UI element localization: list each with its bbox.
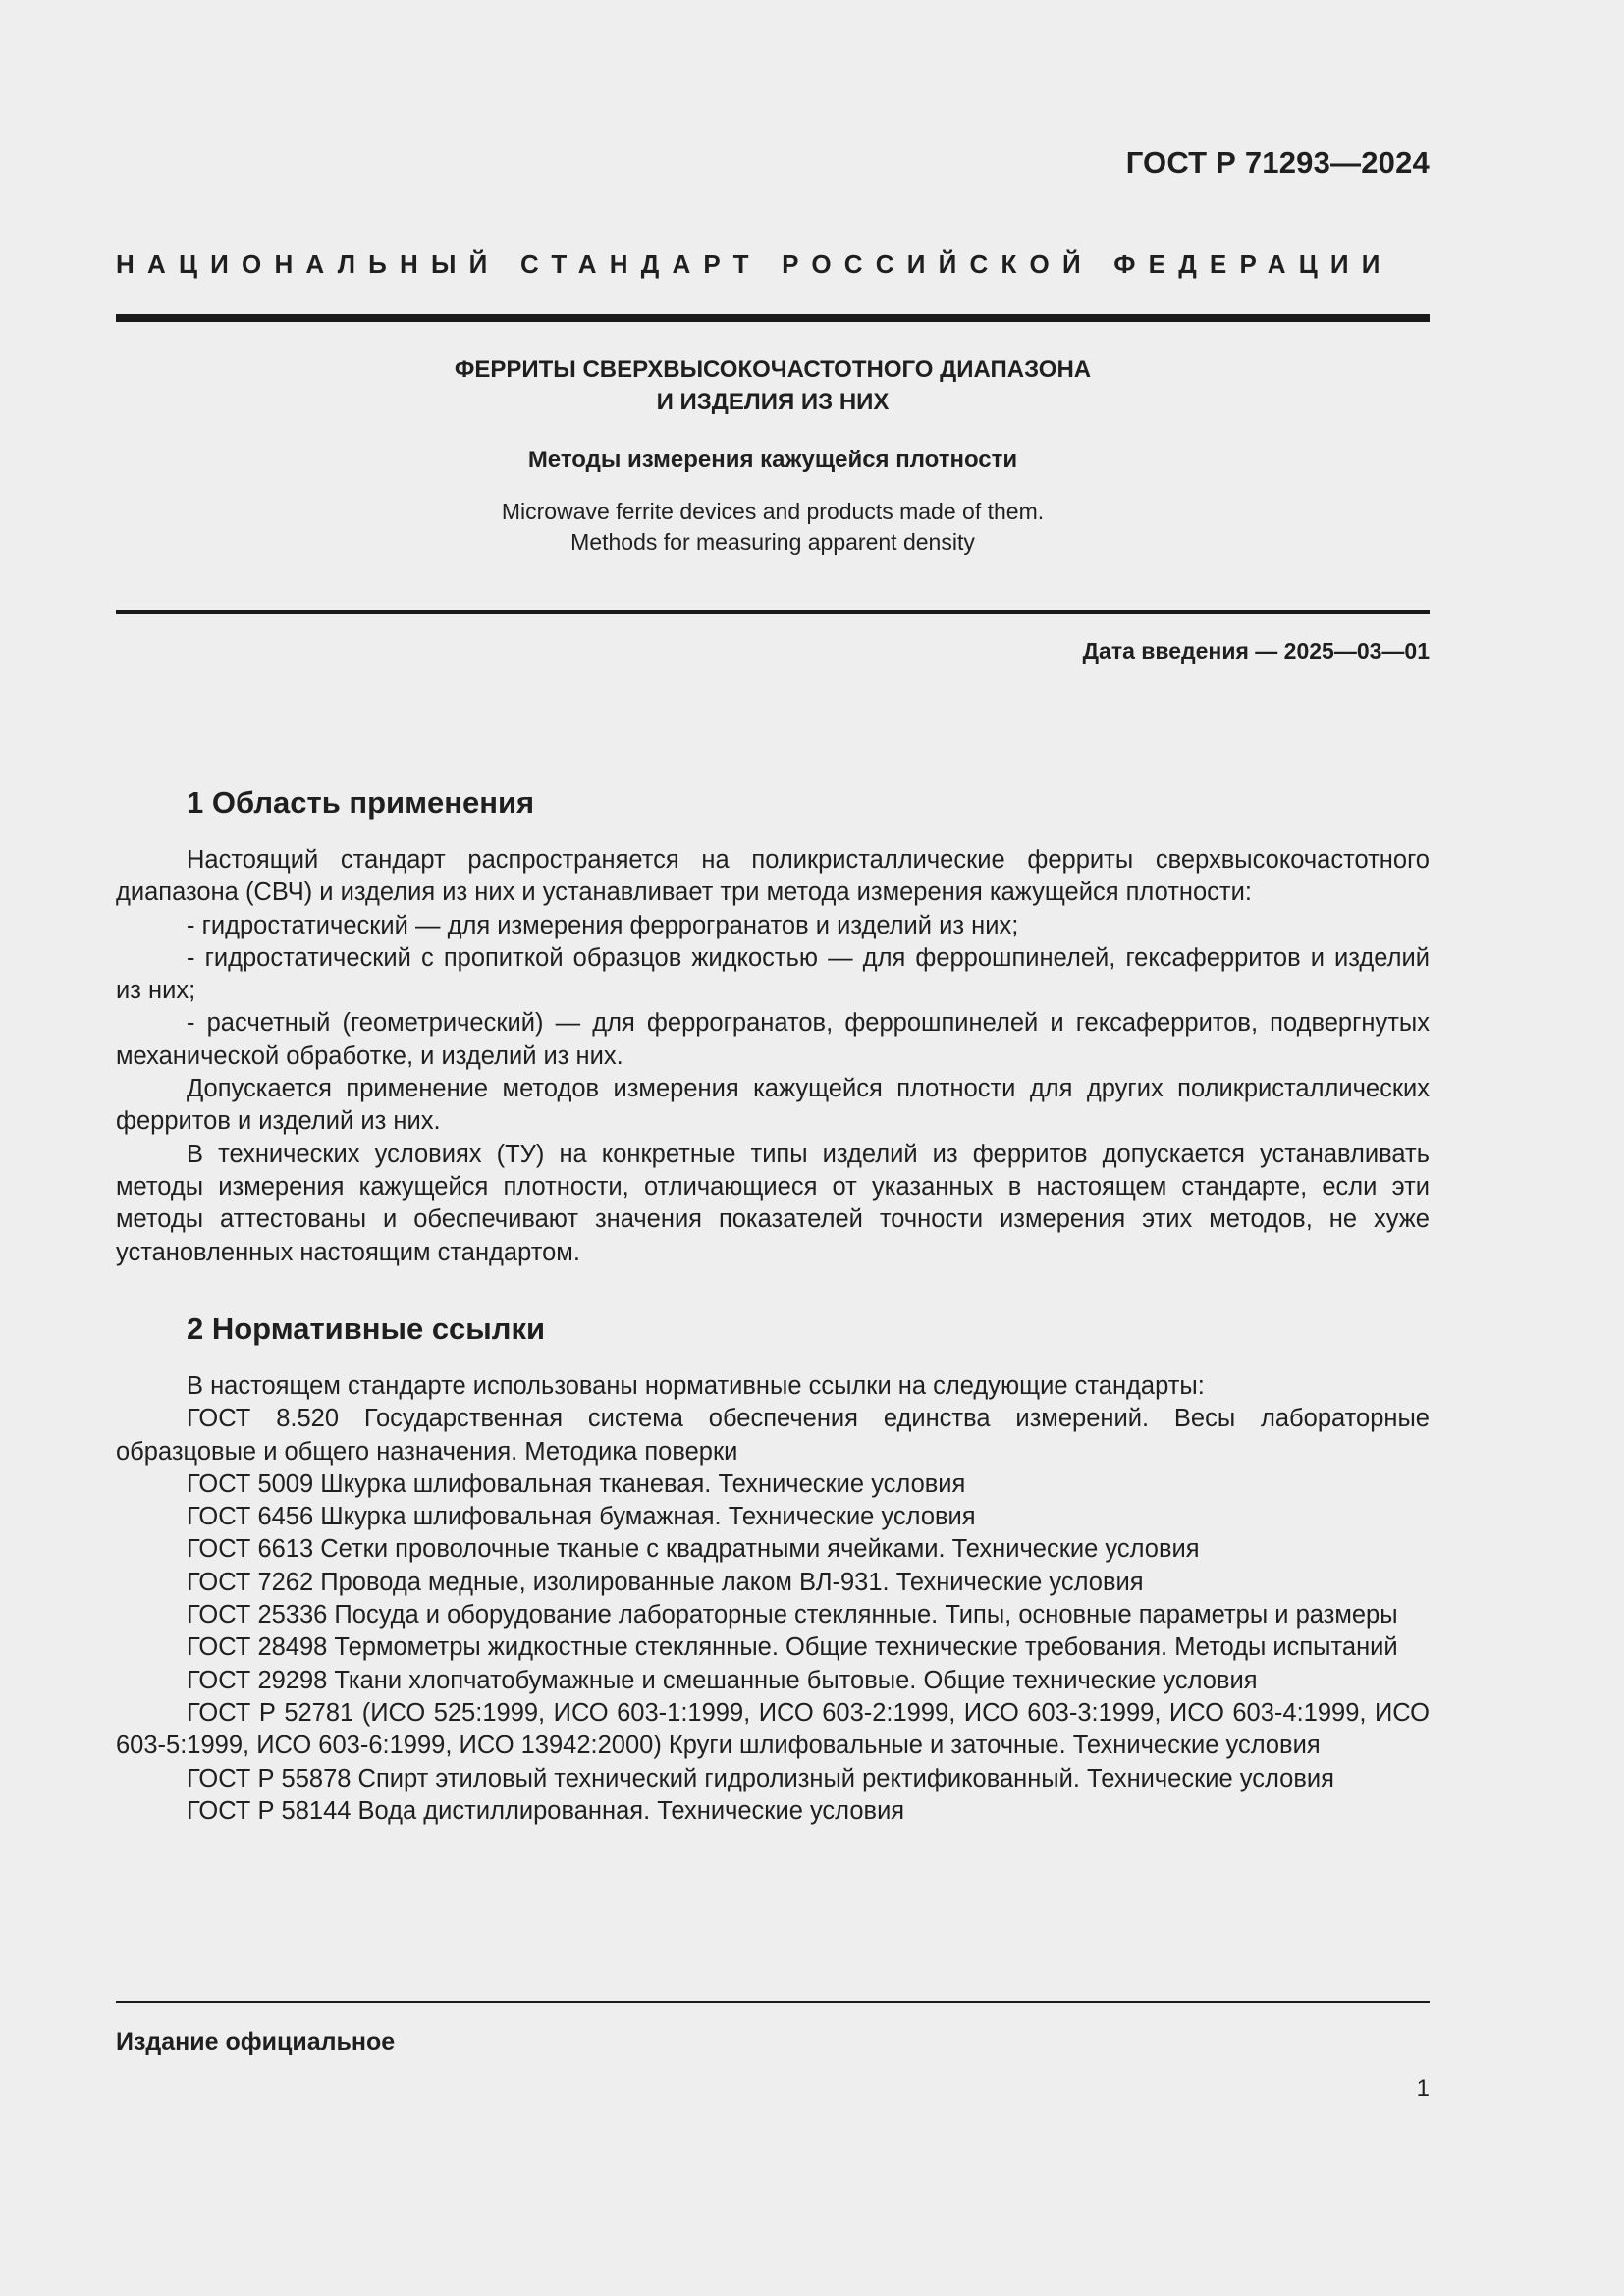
reference-item: ГОСТ 5009 Шкурка шлифовальная тканевая. Технические условия xyxy=(187,1469,966,1498)
section-1-heading: 1 Область применения xyxy=(187,785,535,820)
paragraph: В настоящем стандарте использованы нормативные ссылки на следующие стандарты: xyxy=(187,1372,1205,1400)
document-number: ГОСТ Р 71293—2024 xyxy=(1125,145,1430,180)
national-standard-header: НАЦИОНАЛЬНЫЙ СТАНДАРТ РОССИЙСКОЙ ФЕДЕРАЦИИ xyxy=(116,249,1393,279)
reference-item: ГОСТ 28498 Термометры жидкостные стеклянные. Общие технические требования. Методы испытаний xyxy=(187,1633,1398,1662)
reference-item: ГОСТ 6613 Сетки проволочные тканые с квадратными ячейками. Технические условия xyxy=(187,1535,1200,1564)
list-item: - гидростатический с пропиткой образцов жидкостью — для феррошпинелей, гексаферритов и изделий из них; xyxy=(116,943,1430,1005)
paragraph: Допускается применение методов измерения кажущейся плотности для других поликристаллических ферритов и изделий из них. xyxy=(116,1075,1430,1136)
title-block xyxy=(116,353,1430,558)
top-divider xyxy=(116,314,1430,322)
official-edition-label: Издание официальное xyxy=(116,2028,396,2056)
english-title-line-2: Methods for measuring apparent density xyxy=(570,529,975,555)
footer-divider xyxy=(116,2001,1430,2003)
reference-item: ГОСТ 25336 Посуда и оборудование лабораторные стеклянные. Типы, основные параметры и размеры xyxy=(187,1601,1398,1629)
page-number: 1 xyxy=(1416,2075,1430,2102)
reference-item: ГОСТ Р 52781 (ИСО 525:1999, ИСО 603-1:1999, ИСО 603-2:1999, ИСО 603-3:1999, ИСО 603-4:1999, ИСО 603-5:1999, ИСО 603-6:1999, ИСО 13942:2000) Круги шлифовальные и заточные. Технические условия xyxy=(116,1698,1430,1760)
reference-item: ГОСТ Р 58144 Вода дистиллированная. Технические условия xyxy=(187,1796,905,1825)
paragraph: Настоящий стандарт распространяется на поликристаллические ферриты сверхвысокочастотного диапазона (СВЧ) и изделия из них и устанавливает три метода измерения кажущейся плотности: xyxy=(116,846,1430,907)
introduction-date: Дата введения — 2025—03—01 xyxy=(1082,638,1430,664)
english-title-line-1: Microwave ferrite devices and products made of them. xyxy=(501,499,1045,524)
subtitle: Методы измерения кажущейся плотности xyxy=(527,447,1018,473)
paragraph: В технических условиях (ТУ) на конкретные типы изделий из ферритов допускается устанавливать методы измерения кажущейся плотности, отличающиеся от указанных в настоящем стандарте, если эти методы аттестованы и обеспечивают значения показателей точности измерения этих методов, не хуже установленных настоящим стандартом. xyxy=(116,1140,1430,1266)
list-item: - расчетный (геометрический) — для феррогранатов, феррошпинелей и гексаферритов, подвергнутых механической обработке, и изделий из них. xyxy=(116,1009,1430,1070)
section-2-body xyxy=(116,1370,1430,1828)
list-item: - гидростатический — для измерения феррогранатов и изделий из них; xyxy=(187,911,1019,939)
reference-item: ГОСТ 8.520 Государственная система обеспечения единства измерений. Весы лабораторные образцовые и общего назначения. Методика поверки xyxy=(116,1405,1430,1466)
english-title xyxy=(116,497,1430,558)
title-divider xyxy=(116,610,1430,614)
reference-item: ГОСТ Р 55878 Спирт этиловый технический гидролизный ректификованный. Технические условия xyxy=(187,1764,1334,1792)
title-line-1: ФЕРРИТЫ СВЕРХВЫСОКОЧАСТОТНОГО ДИАПАЗОНА xyxy=(454,356,1092,383)
reference-item: ГОСТ 7262 Провода медные, изолированные лаком ВЛ-931. Технические условия xyxy=(187,1568,1144,1596)
document-page xyxy=(116,0,1430,2296)
section-1-body xyxy=(116,844,1430,1269)
reference-item: ГОСТ 29298 Ткани хлопчатобумажные и смешанные бытовые. Общие технические условия xyxy=(187,1666,1258,1694)
section-2-heading: 2 Нормативные ссылки xyxy=(187,1311,546,1346)
reference-item: ГОСТ 6456 Шкурка шлифовальная бумажная. Технические условия xyxy=(187,1503,976,1531)
title-line-2: И ИЗДЕЛИЯ ИЗ НИХ xyxy=(656,389,890,415)
